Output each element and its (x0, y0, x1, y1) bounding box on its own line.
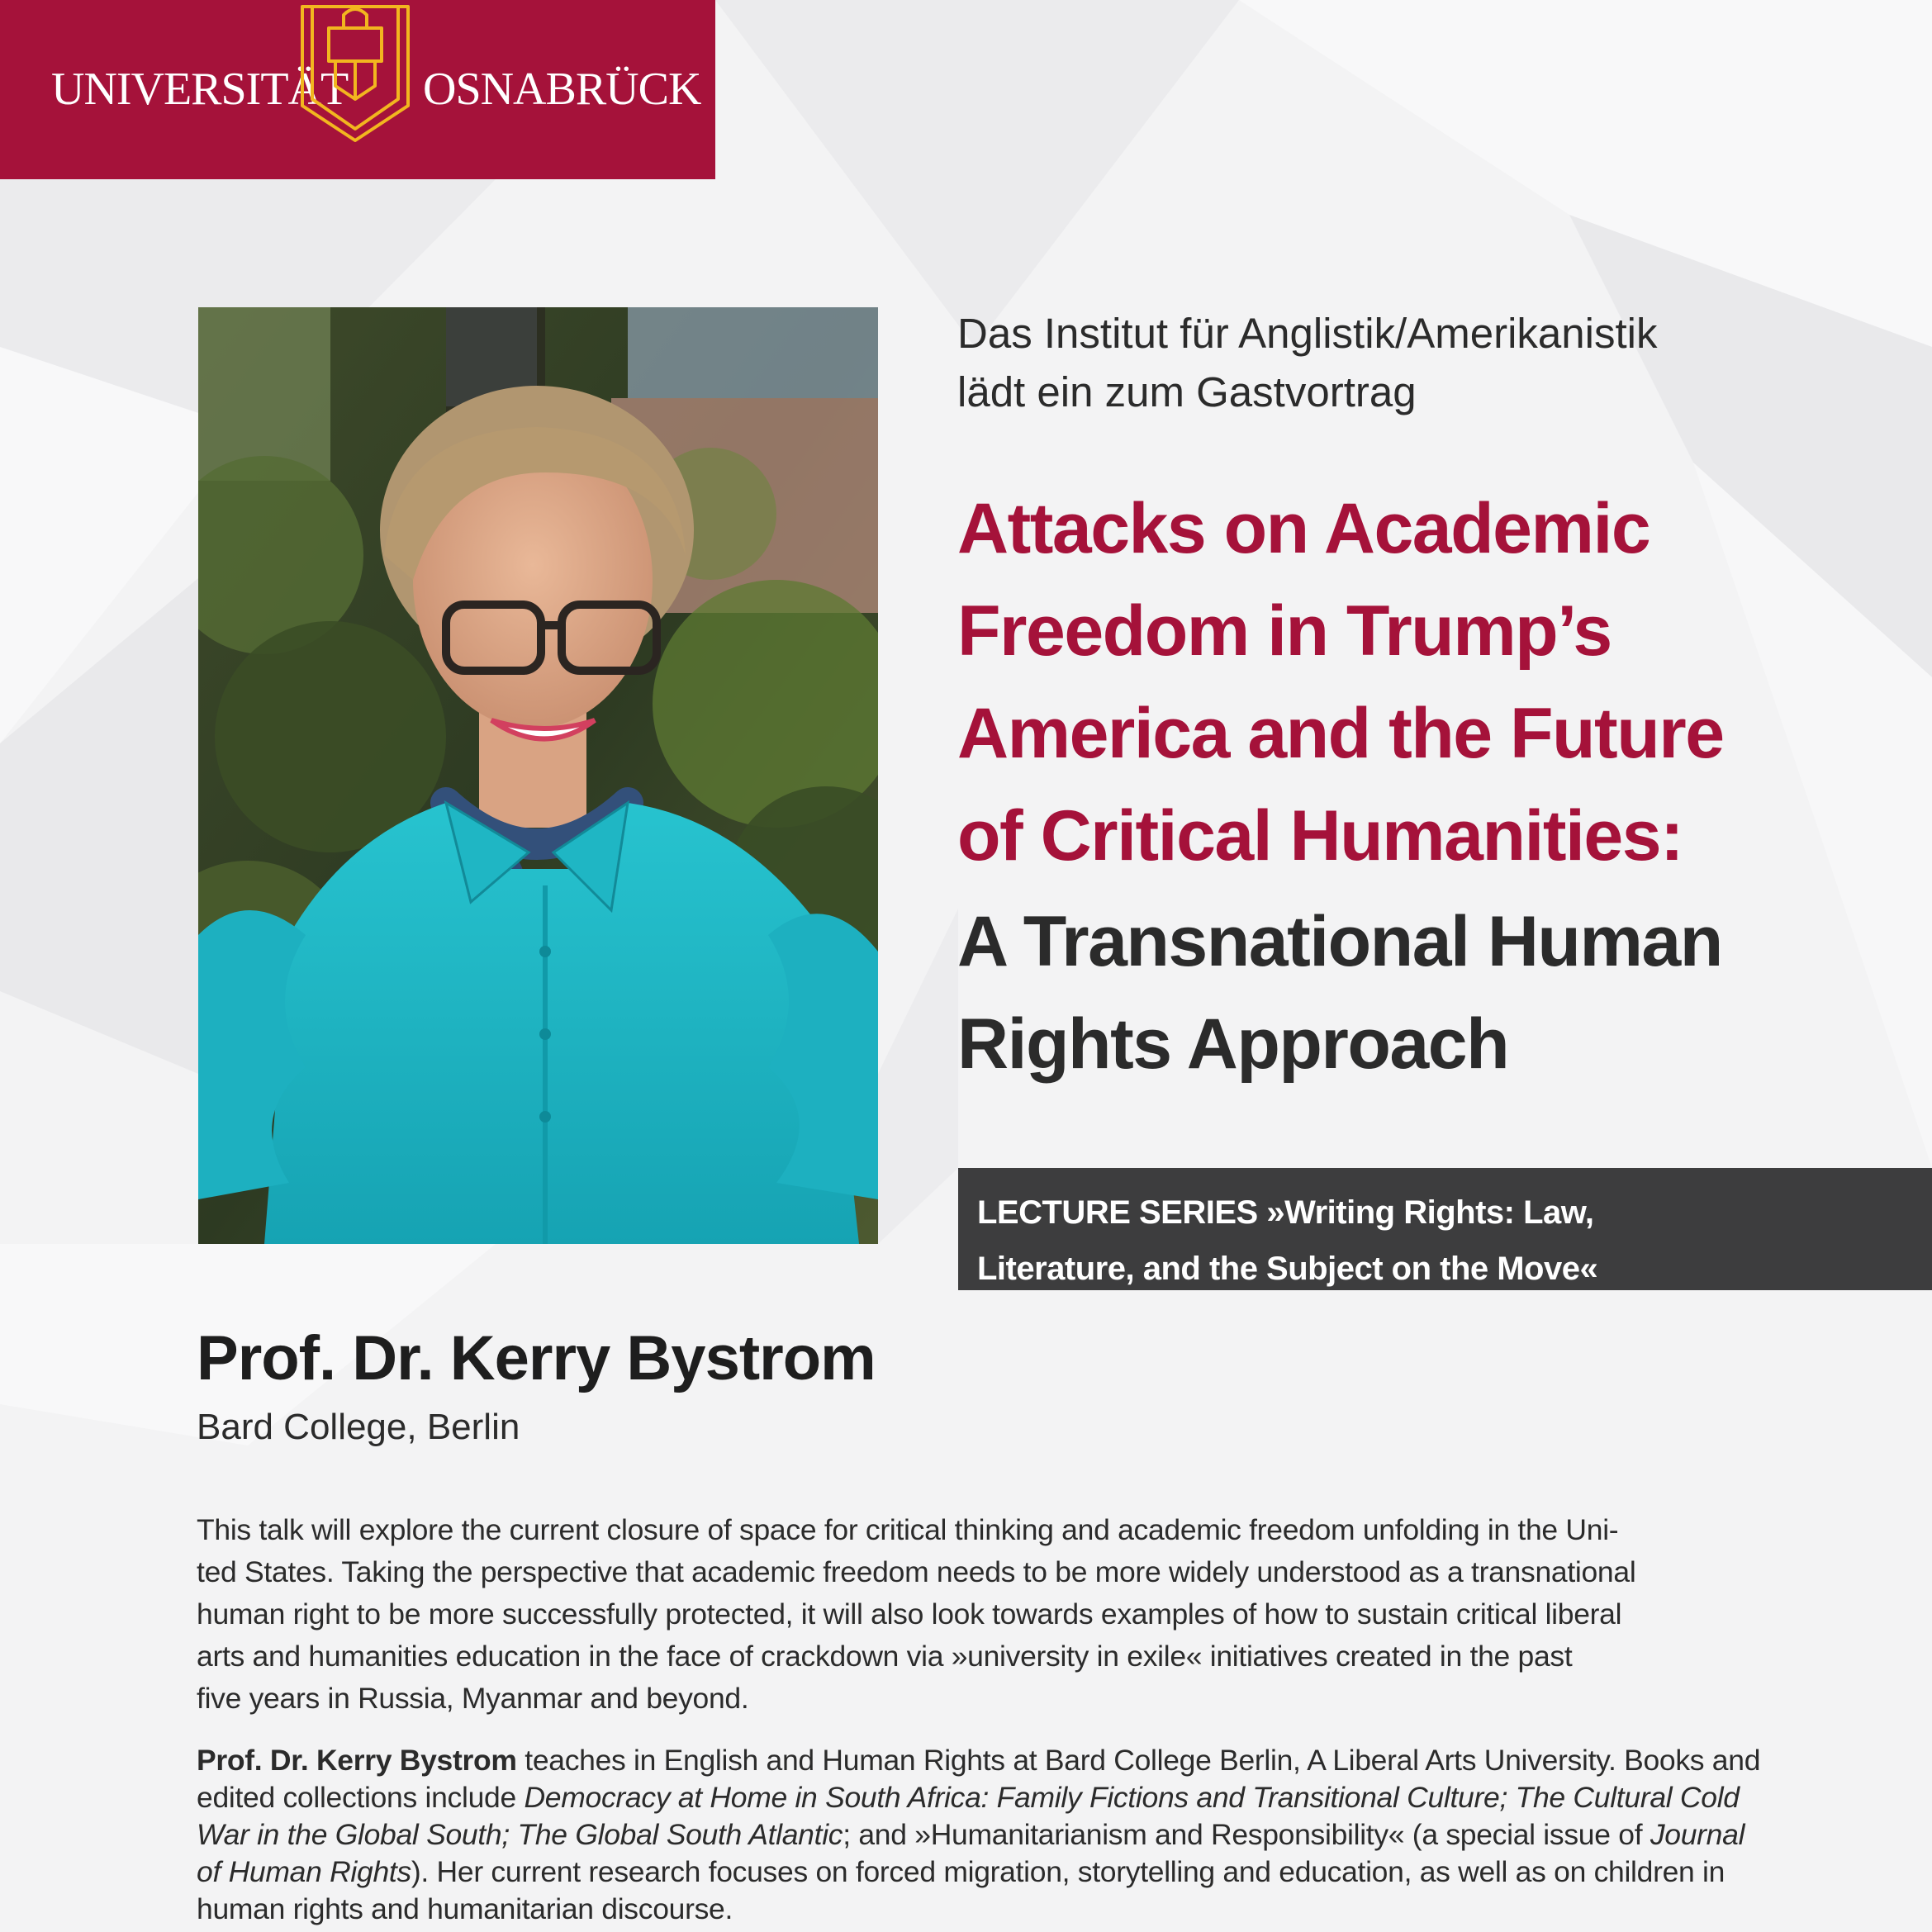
series-line-2: Literature, and the Subject on the Move« (977, 1251, 1598, 1287)
bio-line-5: human rights and humanitarian discourse. (197, 1892, 733, 1925)
intro-line-2: lädt ein zum Gastvortrag (957, 368, 1417, 415)
title-line-3: America and the Future (957, 694, 1724, 773)
speaker-name: Prof. Dr. Kerry Bystrom (197, 1323, 876, 1393)
institute-intro (957, 304, 1882, 421)
bio-line-2: edited collections include Democracy at Home in South Africa: Family Fictions and Transitional Culture; The Cultural Cold (197, 1781, 1740, 1814)
abstract-line: arts and humanities education in the face of crackdown via »university in exile« initiatives created in the past (197, 1640, 1573, 1673)
abstract-line: five years in Russia, Myanmar and beyond. (197, 1682, 749, 1715)
bio-line-4: of Human Rights). Her current research focuses on forced migration, storytelling and education, as well as on children in (197, 1855, 1726, 1888)
bio-line-1: Prof. Dr. Kerry Bystrom teaches in English and Human Rights at Bard College Berlin, A Liberal Arts University. Books and (197, 1744, 1761, 1777)
series-line-1: LECTURE SERIES »Writing Rights: Law, (977, 1194, 1594, 1231)
logo-text-left: UNIVERSITÄT (51, 64, 349, 115)
logo-text-right: OSNABRÜCK (423, 64, 701, 115)
abstract-line: This talk will explore the current closure of space for critical thinking and academic freedom unfolding in the Uni- (197, 1513, 1619, 1546)
lecture-subtitle (957, 890, 1907, 1095)
abstract-line: human right to be more successfully protected, it will also look towards examples of how to sustain critical liberal (197, 1597, 1622, 1631)
intro-line-1: Das Institut für Anglistik/Amerikanistik (957, 310, 1658, 357)
university-logo-bar (0, 0, 715, 179)
speaker-bio (197, 1742, 1774, 1928)
bio-speaker-name: Prof. Dr. Kerry Bystrom (197, 1744, 517, 1777)
title-line-1: Attacks on Academic (957, 489, 1650, 568)
lecture-series-text (977, 1184, 1902, 1297)
castle-emblem-icon (294, 0, 416, 145)
lecture-abstract (197, 1509, 1774, 1720)
speaker-affiliation: Bard College, Berlin (197, 1407, 520, 1447)
title-line-2: Freedom in Trump’s (957, 591, 1612, 671)
speaker-photo (198, 307, 878, 1244)
subtitle-line-2: Rights Approach (957, 1004, 1509, 1084)
bio-line-3: War in the Global South; The Global South Atlantic; and »Humanitarianism and Responsibility« (a special issue of Journal (197, 1818, 1745, 1851)
abstract-line: ted States. Taking the perspective that academic freedom needs to be more widely understood as a transnational (197, 1555, 1636, 1588)
lecture-series-banner (958, 1168, 1932, 1290)
title-line-4: of Critical Humanities: (957, 796, 1683, 876)
lecture-title (957, 477, 1907, 887)
subtitle-line-1: A Transnational Human (957, 902, 1722, 981)
